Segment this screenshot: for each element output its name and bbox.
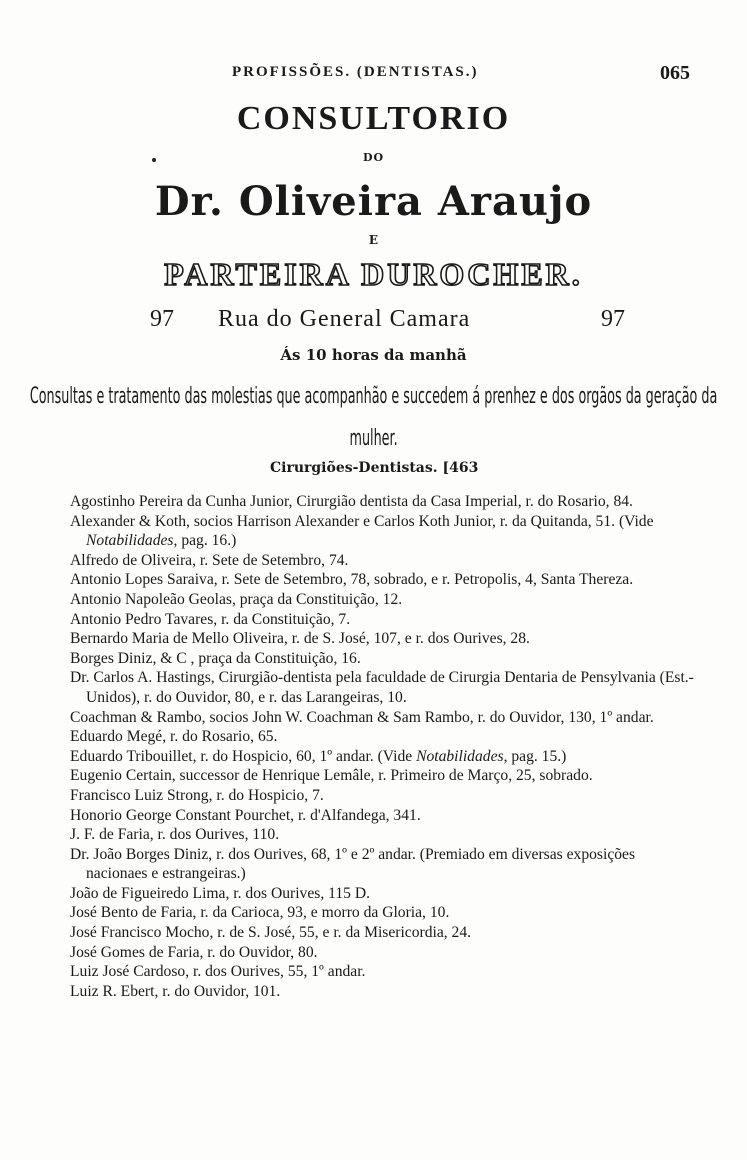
directory-entry: Alfredo de Oliveira, r. Sete de Setembro, 74.: [70, 551, 349, 569]
directory-entry: Borges Diniz, & C , praça da Constituição, 16.: [70, 649, 361, 667]
ad-partner-name: PARTEIRA DUROCHER.: [164, 256, 583, 292]
directory-entry: Antonio Pedro Tavares, r. da Constituição, 7.: [70, 610, 351, 628]
ad-doctor-name: Dr. Oliveira Araujo: [154, 178, 593, 225]
ad-description: [29, 376, 718, 460]
directory-entry: Luiz R. Ebert, r. do Ouvidor, 101.: [70, 982, 281, 1000]
directory-entry: Antonio Lopes Saraiva, r. Sete de Setembro, 78, sobrado, e r. Petropolis, 4, Santa Thereza.: [70, 571, 634, 589]
ad-connector-do: DO: [362, 151, 385, 164]
ad-address: [150, 306, 625, 340]
directory-entry: Dr. João Borges Diniz, r. dos Ourives, 68, 1º e 2º andar. (Premiado em diversas exposições nacionaes e estrangeiras.): [70, 845, 636, 883]
section-heading: Cirurgiões-Dentistas. [463: [270, 460, 479, 476]
ad-title: CONSULTORIO: [236, 100, 511, 137]
directory-entry: Luiz José Cardoso, r. dos Ourives, 55, 1º andar.: [70, 963, 366, 981]
section-title: PROFISSÕES. (DENTISTAS.): [232, 64, 479, 80]
directory-entry: Dr. Carlos A. Hastings, Cirurgião-dentista pela faculdade de Cirurgia Dentaria de Pensylvania (Est.-Unidos), r. do Ouvidor, 80, e r. das Larangeiras, 10.: [70, 669, 694, 706]
directory-entry: João de Figueiredo Lima, r. dos Ourives, 115 D.: [70, 884, 370, 902]
ad-hours: Ás 10 horas da manhã: [280, 346, 467, 364]
ad-description-text: Consultas e tratamento das molestias que acompanhão e succedem á prenhez e dos orgãos da geração da mulher.: [29, 384, 718, 451]
running-header: [0, 64, 747, 88]
directory-entry: Antonio Napoleão Geolas, praça da Constituição, 12.: [70, 590, 403, 608]
directory-entry: Eduardo Tribouillet, r. do Hospicio, 60, 1º andar. (Vide Notabilidades, pag. 15.): [70, 747, 567, 765]
address-number-left: 97: [150, 306, 174, 332]
directory-entry: Francisco Luiz Strong, r. do Hospicio, 7.: [70, 786, 324, 804]
directory-entry: José Bento de Faria, r. da Carioca, 93, e morro da Gloria, 10.: [70, 904, 450, 922]
directory-entry: Eugenio Certain, successor de Henrique Lemâle, r. Primeiro de Março, 25, sobrado.: [70, 767, 593, 785]
page-number: 065: [660, 62, 690, 84]
directory-entry: Eduardo Megé, r. do Rosario, 65.: [70, 728, 278, 746]
directory-entry: Coachman & Rambo, socios John W. Coachman & Sam Rambo, r. do Ouvidor, 130, 1º andar.: [70, 708, 654, 726]
ad-connector-e: E: [368, 233, 379, 247]
address-street: Rua do General Camara: [218, 306, 471, 332]
directory-entry: Honorio George Constant Pourchet, r. d'Alfandega, 341.: [70, 806, 421, 824]
directory-entry: José Francisco Mocho, r. de S. José, 55, e r. da Misericordia, 24.: [70, 924, 472, 942]
directory-entry: Alexander & Koth, socios Harrison Alexander e Carlos Koth Junior, r. da Quitanda, 51. (Vide Notabilidades, pag. 16.): [70, 512, 654, 550]
directory-entry: J. F. de Faria, r. dos Ourives, 110.: [70, 826, 280, 844]
directory-entry: José Gomes de Faria, r. do Ouvidor, 80.: [70, 943, 318, 961]
address-number-right: 97: [601, 306, 625, 332]
directory-entry: Agostinho Pereira da Cunha Junior, Cirurgião dentista da Casa Imperial, r. do Rosario, 84.: [70, 493, 633, 510]
dentist-listing: [70, 492, 700, 1001]
directory-entry: Bernardo Maria de Mello Oliveira, r. de S. José, 107, e r. dos Ourives, 28.: [70, 630, 530, 648]
